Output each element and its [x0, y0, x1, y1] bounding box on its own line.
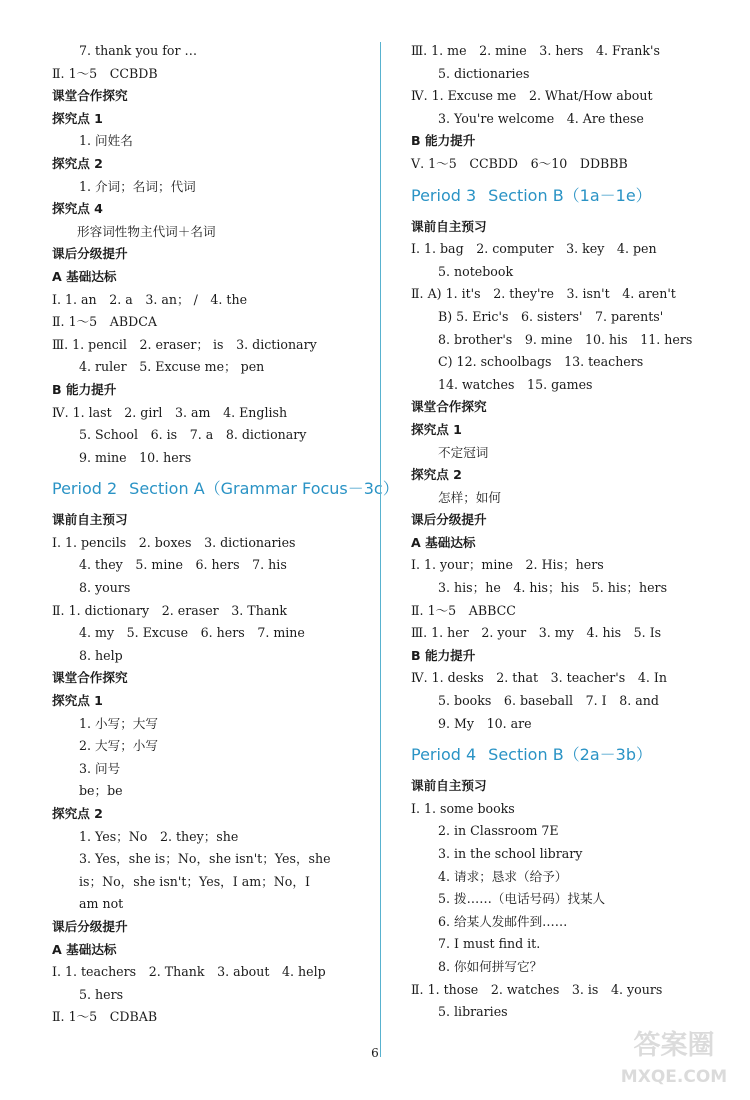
- period-label: Period 4: [411, 745, 477, 765]
- answer-line: Ⅱ. 1. those 2. watches 3. is 4. yours: [411, 981, 663, 997]
- period-title: [411, 176, 711, 216]
- section-heading: 探究点 4: [52, 201, 103, 217]
- section-heading: 课堂合作探究: [411, 399, 487, 415]
- section-heading: 课后分级提升: [52, 918, 128, 934]
- section-heading: 探究点 2: [52, 155, 103, 171]
- answer-line: Ⅱ. 1～5 ABBCC: [411, 602, 516, 618]
- answer-line: 3. in the school library: [438, 846, 583, 861]
- section-heading: 课前自主预习: [411, 218, 487, 234]
- section-heading: 探究点 1: [52, 110, 103, 126]
- period-label: Period 3: [411, 185, 477, 205]
- section-heading: A 基础达标: [52, 941, 117, 957]
- answer-line: am not: [79, 896, 124, 912]
- period-title: [411, 735, 711, 775]
- column-divider: [380, 42, 381, 1057]
- answer-line: 4. 请求；恳求（给予）: [438, 868, 568, 884]
- answer-line: Ⅱ. 1～5 CCBDB: [52, 65, 158, 81]
- answer-line: 2. 大写；小写: [79, 738, 158, 754]
- period-title: [52, 469, 399, 509]
- answer-line: Ⅳ. 1. desks 2. that 3. teacher's 4. In: [411, 670, 667, 686]
- answer-line: 4. my 5. Excuse 6. hers 7. mine: [79, 625, 305, 641]
- answer-line: 5. dictionaries: [438, 65, 530, 81]
- answer-line: Ⅰ. 1. teachers 2. Thank 3. about 4. help: [52, 964, 326, 980]
- answer-line: 怎样；如何: [438, 489, 501, 505]
- answer-line: 2. in Classroom 7E: [438, 823, 559, 839]
- answer-line: 8. yours: [79, 580, 131, 596]
- answer-line: Ⅱ. A) 1. it's 2. they're 3. isn't 4. aren't: [411, 286, 676, 302]
- answer-line: 7. thank you for …: [79, 43, 198, 58]
- answer-line: 3. You're welcome 4. Are these: [438, 110, 644, 126]
- answer-line: 9. My 10. are: [438, 715, 532, 731]
- section-heading: 课堂合作探究: [52, 88, 128, 104]
- section-label: Section B（2a－3b）: [488, 745, 652, 765]
- watermark-line2: MXQE.COM: [620, 1067, 728, 1087]
- answer-line: 5. libraries: [438, 1004, 508, 1020]
- answer-line: 3. Yes，she is；No，she isn't；Yes，she: [79, 851, 331, 867]
- answer-line: C) 12. schoolbags 13. teachers: [438, 354, 644, 370]
- answer-line: is；No，she isn't；Yes，I am；No，I: [79, 873, 310, 889]
- section-heading: 探究点 2: [52, 806, 103, 821]
- answer-line: 6. 给某人发邮件到……: [438, 913, 568, 929]
- answer-line: Ⅱ. 1～5 ABDCA: [52, 314, 157, 330]
- answer-line: 5. School 6. is 7. a 8. dictionary: [79, 427, 307, 443]
- answer-line: 5. 拨……（电话号码）找某人: [438, 891, 606, 907]
- answer-line: B) 5. Eric's 6. sisters' 7. parents': [438, 308, 664, 324]
- left-column: [52, 40, 399, 1029]
- answer-line: Ⅱ. 1～5 CDBAB: [52, 1009, 158, 1025]
- answer-line: 4. they 5. mine 6. hers 7. his: [79, 557, 287, 573]
- answer-line: Ⅰ. 1. your；mine 2. His；hers: [411, 557, 604, 573]
- section-heading: 探究点 1: [411, 421, 462, 437]
- section-heading: B 能力提升: [411, 647, 476, 663]
- page-number: 6: [371, 1046, 379, 1060]
- answer-line: Ⅴ. 1～5 CCBDD 6～10 DDBBB: [411, 155, 628, 171]
- section-heading: 课后分级提升: [411, 512, 487, 528]
- answer-line: 8. brother's 9. mine 10. his 11. hers: [438, 331, 693, 347]
- answer-line: Ⅲ. 1. her 2. your 3. my 4. his 5. Is: [411, 625, 662, 641]
- section-heading: 探究点 2: [411, 467, 462, 483]
- section-heading: 探究点 1: [52, 693, 103, 709]
- watermark-logo: [608, 1022, 740, 1092]
- answer-line: 8. help: [79, 647, 123, 663]
- answer-line: Ⅰ. 1. pencils 2. boxes 3. dictionaries: [52, 534, 296, 550]
- answer-line: Ⅳ. 1. Excuse me 2. What/How about: [411, 88, 653, 104]
- answer-line: 形容词性物主代词＋名词: [77, 223, 216, 239]
- answer-line: 4. ruler 5. Excuse me； pen: [79, 359, 265, 375]
- answer-line: 5. books 6. baseball 7. I 8. and: [438, 693, 659, 709]
- answer-line: 8. 你如何拼写它？: [438, 958, 543, 974]
- section-heading: 课前自主预习: [411, 778, 487, 794]
- section-heading: 课后分级提升: [52, 246, 128, 262]
- answer-line: be；be: [79, 783, 123, 799]
- answer-line: 3. his；he 4. his；his 5. his；hers: [438, 580, 668, 596]
- section-heading: A 基础达标: [411, 534, 476, 550]
- answer-line: Ⅲ. 1. pencil 2. eraser； is 3. dictionary: [52, 336, 317, 352]
- answer-line: Ⅰ. 1. some books: [411, 800, 515, 816]
- right-column: [411, 40, 711, 1024]
- answer-line: 1. Yes；No 2. they；she: [79, 828, 239, 844]
- answer-line: Ⅰ. 1. an 2. a 3. an； / 4. the: [52, 291, 248, 307]
- section-heading: 课堂合作探究: [52, 670, 128, 686]
- answer-line: 7. I must find it.: [438, 936, 541, 952]
- answer-line: Ⅰ. 1. bag 2. computer 3. key 4. pen: [411, 241, 657, 257]
- answer-line: 1. 介词；名词；代词: [79, 178, 196, 194]
- answer-line: 3. 问号: [79, 760, 121, 776]
- answer-line: 5. notebook: [438, 263, 514, 279]
- answer-line: Ⅲ. 1. me 2. mine 3. hers 4. Frank's: [411, 43, 660, 58]
- answer-line: Ⅱ. 1. dictionary 2. eraser 3. Thank: [52, 602, 288, 618]
- section-label: Section A（Grammar Focus－3c）: [129, 479, 399, 499]
- answer-line: 1. 小写；大写: [79, 715, 158, 731]
- section-heading: B 能力提升: [411, 133, 476, 149]
- watermark-line1: 答案圈: [633, 1030, 715, 1061]
- section-heading: B 能力提升: [52, 381, 117, 397]
- answer-line: 14. watches 15. games: [438, 376, 593, 392]
- section-label: Section B（1a－1e）: [488, 185, 652, 205]
- period-label: Period 2: [52, 479, 118, 499]
- section-heading: 课前自主预习: [52, 512, 128, 528]
- answer-line: Ⅳ. 1. last 2. girl 3. am 4. English: [52, 404, 288, 420]
- section-heading: A 基础达标: [52, 268, 117, 284]
- answer-line: 9. mine 10. hers: [79, 449, 192, 465]
- answer-line: 5. hers: [79, 986, 124, 1002]
- answer-line: 不定冠词: [438, 444, 489, 460]
- answer-line: 1. 问姓名: [79, 133, 133, 149]
